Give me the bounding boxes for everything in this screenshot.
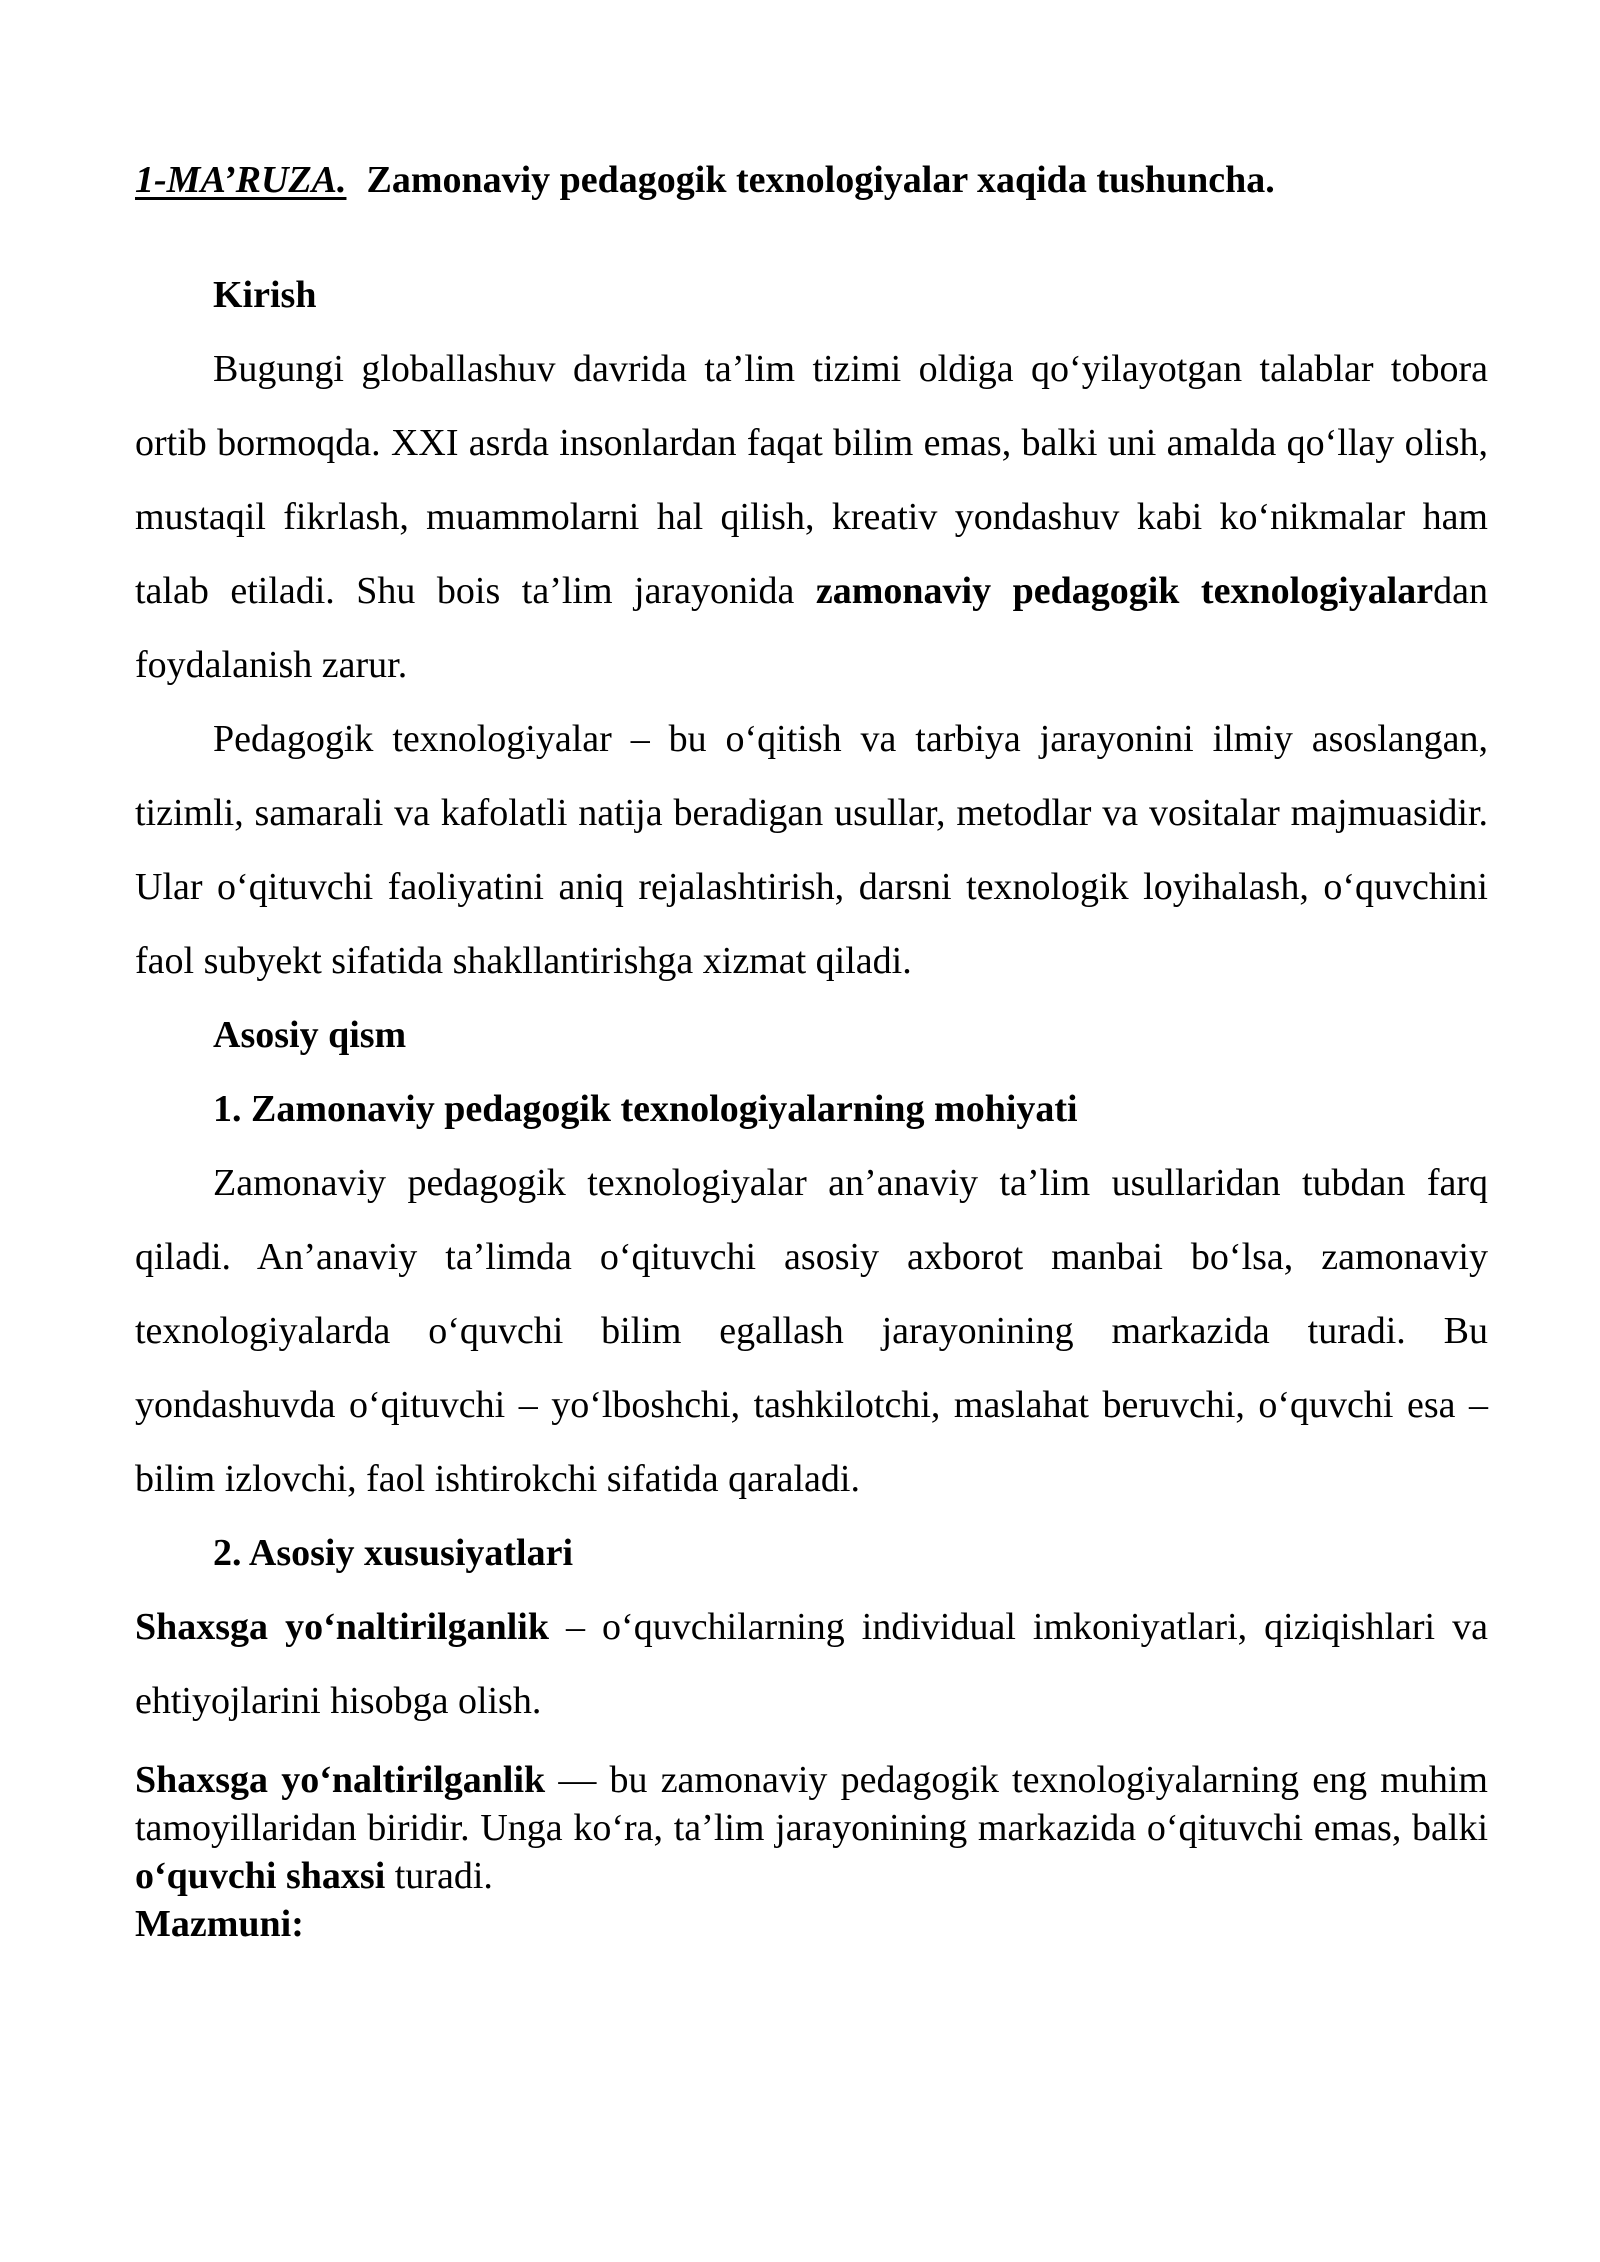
feature-2-text-a: — bu zamonaviy pedagogik texnologiyalarning eng muhim tamoyillaridan biridir. Unga ko‘ra, ta’lim jarayonining markazida o‘qituvchi emas, balki — [135, 1759, 1488, 1849]
section-1-heading: 1. Zamonaviy pedagogik texnologiyalarning mohiyati — [213, 1088, 1078, 1130]
lecture-title — [135, 150, 1488, 210]
intro-paragraph-2: Pedagogik texnologiyalar – bu o‘qitish va tarbiya jarayonini ilmiy asoslangan, tizimli, samarali va kafolatli natija beradigan usullar, metodlar va vositalar majmuasidir. Ular o‘qituvchi faoliyatini aniq rejalashtirish, darsni texnologik loyihalash, o‘quvchini faol subyekt sifatida shakllantirishga xizmat qiladi. — [135, 718, 1488, 982]
intro-paragraph-1 — [135, 332, 1488, 702]
feature-1-term: Shaxsga yo‘naltirilganlik — [135, 1606, 549, 1648]
intro-p1-text-a: Bugungi globallashuv davrida ta’lim tizimi oldiga qo‘yilayotgan talablar tobora ortib bormoqda. XXI asrda insonlardan faqat bilim emas, balki uni amalda qo‘llay olish, mustaqil fikrlash, muammolarni hal qilish, kreativ yondashuv kabi ko‘nikmalar ham talab etiladi. Shu bois ta’lim jarayonida — [135, 348, 1488, 612]
feature-2-bold-term: o‘quvchi shaxsi — [135, 1855, 386, 1897]
feature-2-text-b: turadi. — [385, 1855, 493, 1897]
intro-p1-bold-term: zamonaviy pedagogik texnologiyalar — [815, 570, 1434, 612]
feature-1-paragraph — [135, 1590, 1488, 1738]
intro-p1-text-b: dan foydalanish zarur. — [135, 570, 1488, 686]
section-2-heading: 2. Asosiy xususiyatlari — [213, 1532, 574, 1574]
lecture-number: 1-MA’RUZA. — [135, 159, 347, 201]
lecture-title-text: Zamonaviy pedagogik texnologiyalar xaqida tushuncha. — [366, 159, 1275, 201]
content-label — [135, 1900, 1488, 1948]
feature-1-text: – o‘quvchilarning individual imkoniyatlari, qiziqishlari va ehtiyojlarini hisobga olish. — [135, 1606, 1488, 1722]
intro-heading: Kirish — [213, 274, 317, 316]
main-part-heading: Asosiy qism — [213, 1014, 407, 1056]
section-1-paragraph: Zamonaviy pedagogik texnologiyalar an’anaviy ta’lim usullaridan tubdan farq qiladi. An’anaviy ta’limda o‘qituvchi asosiy axborot manbai bo‘lsa, zamonaviy texnologiyalarda o‘quvchi bilim egallash jarayonining markazida turadi. Bu yondashuvda o‘qituvchi – yo‘lboshchi, tashkilotchi, maslahat beruvchi, o‘quvchi esa – bilim izlovchi, faol ishtirokchi sifatida qaraladi. — [135, 1162, 1488, 1500]
feature-2-paragraph — [135, 1756, 1488, 1900]
document-body — [135, 150, 1488, 1948]
feature-2-term: Shaxsga yo‘naltirilganlik — [135, 1759, 546, 1801]
content-label-text: Mazmuni: — [135, 1903, 304, 1945]
